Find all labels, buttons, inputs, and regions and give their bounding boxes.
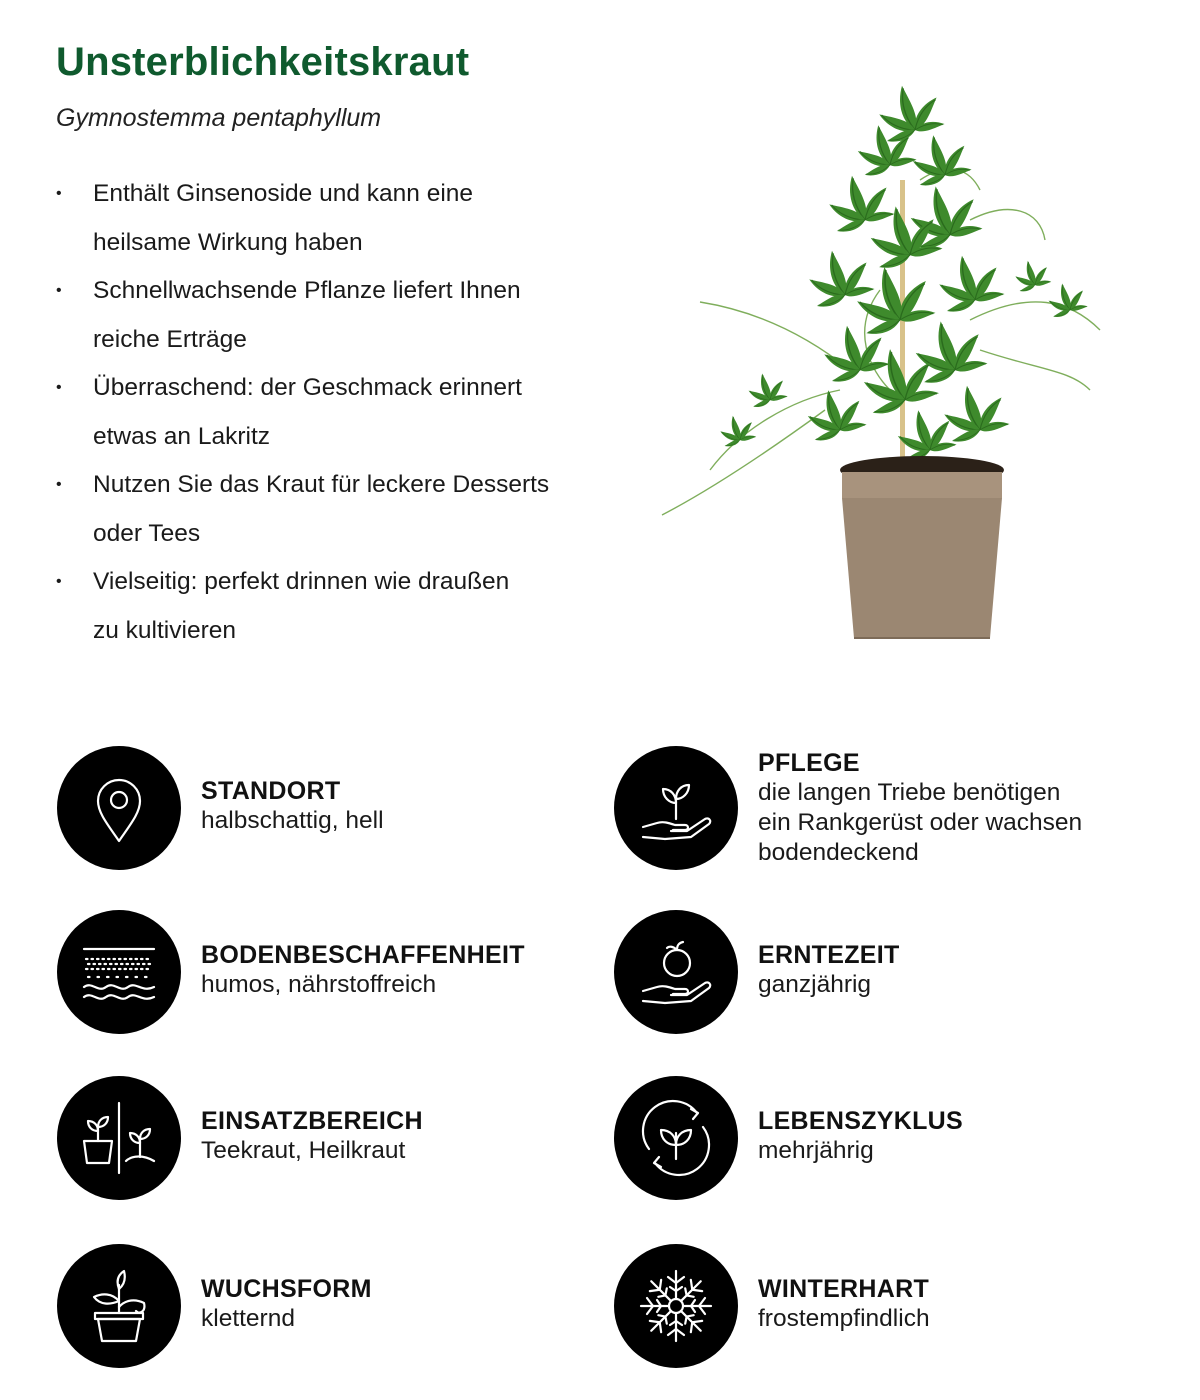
feature-einsatzbereich <box>57 1076 577 1206</box>
cycle-sprout-icon <box>614 1076 738 1200</box>
bullet-item <box>56 558 576 655</box>
page-title: Unsterblichkeitskraut <box>56 40 470 84</box>
bullet-text-line: Überraschend: der Geschmack erinnert <box>93 374 522 401</box>
feature-standort <box>57 746 577 876</box>
feature-value: ganzjährig <box>758 971 872 998</box>
feature-pflege <box>614 746 1174 876</box>
bullet-text-line: heilsame Wirkung haben <box>93 228 363 256</box>
soil-layers-icon <box>57 910 181 1034</box>
snowflake-icon <box>614 1244 738 1368</box>
bullet-item <box>56 267 576 364</box>
feature-lebenszyklus <box>614 1076 1134 1206</box>
pot-and-ground-icon <box>57 1076 181 1200</box>
feature-value-line: bodendeckend <box>758 839 919 866</box>
feature-heading: EINSATZBEREICH <box>201 1107 423 1135</box>
bullet-text-line: Schnellwachsende Pflanze liefert Ihnen <box>93 277 521 304</box>
feature-value-line: die langen Triebe benötigen <box>758 779 1061 806</box>
feature-winterhart <box>614 1244 1134 1374</box>
bullet-marker: • <box>56 573 62 590</box>
location-pin-icon <box>57 746 181 870</box>
bullet-marker: • <box>56 379 62 396</box>
latin-name: Gymnostemma pentaphyllum <box>56 104 382 132</box>
bullet-text-line: Vielseitig: perfekt drinnen wie draußen <box>93 568 510 595</box>
feature-value: humos, nährstoffreich <box>201 971 437 998</box>
sprout-in-hand-icon <box>614 746 738 870</box>
bullet-text-line: reiche Erträge <box>93 325 247 353</box>
feature-heading: BODENBESCHAFFENHEIT <box>201 941 525 969</box>
feature-heading: WINTERHART <box>758 1275 930 1303</box>
feature-heading: PFLEGE <box>758 749 860 777</box>
bullet-item <box>56 170 576 267</box>
feature-heading: STANDORT <box>201 777 341 805</box>
bullet-marker: • <box>56 282 62 299</box>
feature-value: kletternd <box>201 1305 295 1332</box>
bullet-text-line: etwas an Lakritz <box>93 422 271 450</box>
fruit-in-hand-icon <box>614 910 738 1034</box>
bullet-text-line: Nutzen Sie das Kraut für leckere Desserts <box>93 471 550 498</box>
feature-value: frostempfindlich <box>758 1305 930 1332</box>
feature-erntezeit <box>614 910 1134 1040</box>
feature-value-line: ein Rankgerüst oder wachsen <box>758 809 1083 836</box>
bullet-marker: • <box>56 476 62 493</box>
feature-value: halbschattig, hell <box>201 807 384 834</box>
potted-plant-icon <box>57 1244 181 1368</box>
bullet-text-line: Enthält Ginsenoside und kann eine <box>93 180 474 207</box>
bullet-text-line: zu kultivieren <box>93 616 236 644</box>
feature-bullet-list <box>56 170 576 655</box>
bullet-text-line: oder Tees <box>93 519 201 547</box>
feature-heading: ERNTEZEIT <box>758 941 900 969</box>
bullet-marker: • <box>56 185 62 202</box>
feature-heading: WUCHSFORM <box>201 1275 372 1303</box>
feature-wuchsform <box>57 1244 577 1374</box>
feature-value: mehrjährig <box>758 1137 874 1164</box>
feature-heading: LEBENSZYKLUS <box>758 1107 964 1135</box>
product-plant-image <box>650 70 1190 650</box>
bullet-item <box>56 364 576 461</box>
bullet-item <box>56 461 576 558</box>
feature-bodenbeschaffenheit <box>57 910 577 1040</box>
feature-value: Teekraut, Heilkraut <box>201 1137 406 1164</box>
